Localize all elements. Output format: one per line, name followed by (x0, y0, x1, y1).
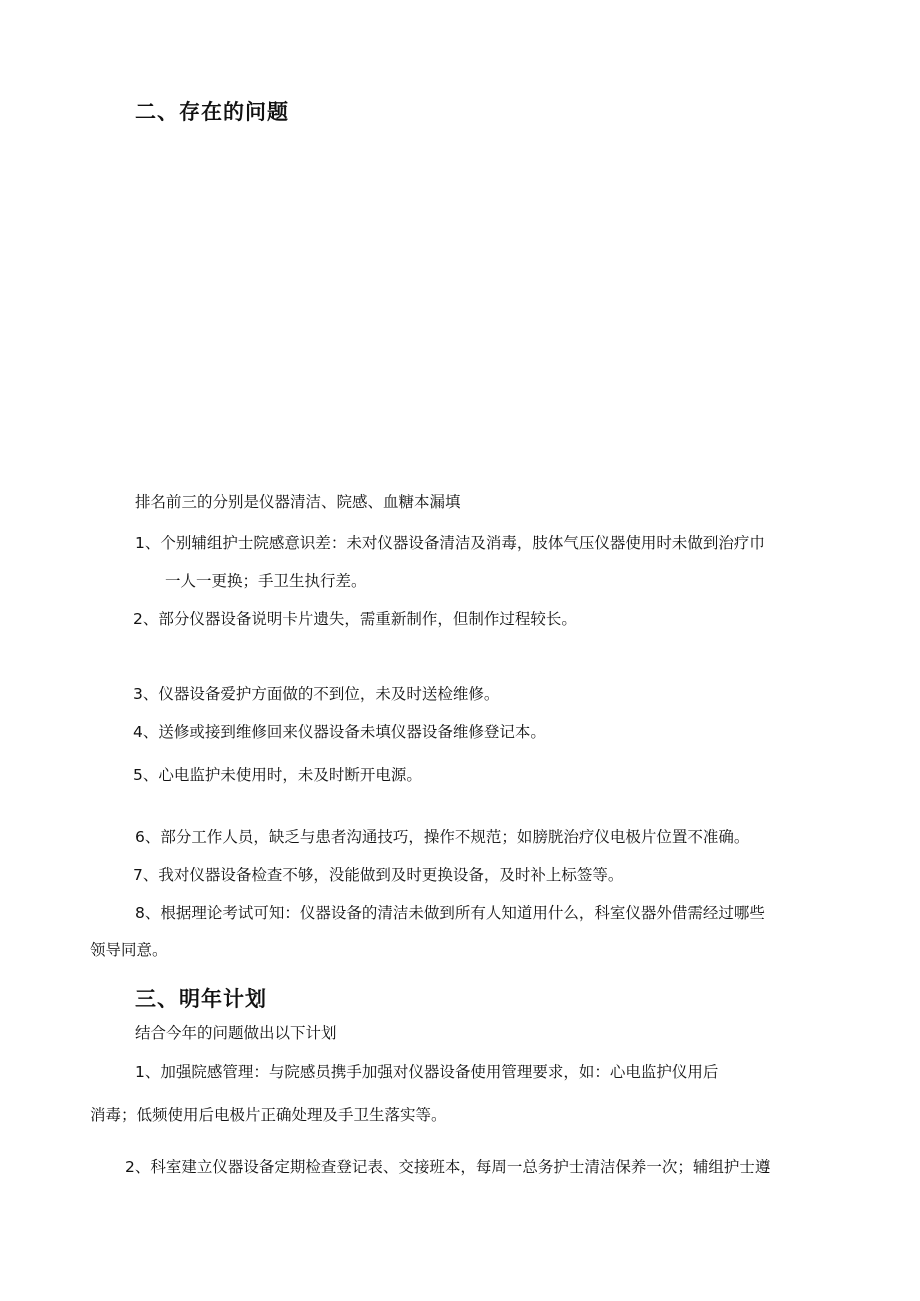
issue-item-1: 1、个别辅组护士院感意识差：未对仪器设备清洁及消毒，肢体气压仪器使用时未做到治疗巾 (135, 534, 765, 552)
issue-item-4: 4、送修或接到维修回来仪器设备未填仪器设备维修登记本。 (133, 723, 546, 741)
plan-item-1-continued: 消毒；低频使用后电极片正确处理及手卫生落实等。 (90, 1106, 447, 1124)
issue-item-6: 6、部分工作人员，缺乏与患者沟通技巧，操作不规范；如膀胱治疗仪电极片位置不准确。 (135, 828, 750, 846)
issue-item-8: 8、根据理论考试可知：仪器设备的清洁未做到所有人知道用什么，科室仪器外借需经过哪些 (135, 904, 765, 922)
issue-item-3: 3、仪器设备爱护方面做的不到位，未及时送检维修。 (133, 685, 500, 703)
issue-item-5: 5、心电监护未使用时，未及时断开电源。 (133, 766, 422, 784)
issue-item-1-continued: 一人一更换；手卫生执行差。 (165, 572, 367, 590)
section3-heading: 三、明年计划 (135, 987, 267, 1011)
section3-intro: 结合今年的问题做出以下计划 (135, 1024, 337, 1042)
plan-item-1: 1、加强院感管理：与院感员携手加强对仪器设备使用管理要求，如：心电监护仪用后 (135, 1063, 719, 1081)
issue-item-7: 7、我对仪器设备检查不够，没能做到及时更换设备，及时补上标签等。 (133, 866, 624, 884)
section2-summary: 排名前三的分别是仪器清洁、院感、血糖本漏填 (135, 493, 461, 511)
issue-item-8-continued: 领导同意。 (90, 941, 168, 959)
issue-item-2: 2、部分仪器设备说明卡片遗失，需重新制作，但制作过程较长。 (133, 610, 577, 628)
plan-item-2: 2、科室建立仪器设备定期检查登记表、交接班本，每周一总务护士清洁保养一次；辅组护士遵 (125, 1158, 771, 1176)
section2-heading: 二、存在的问题 (135, 100, 289, 124)
